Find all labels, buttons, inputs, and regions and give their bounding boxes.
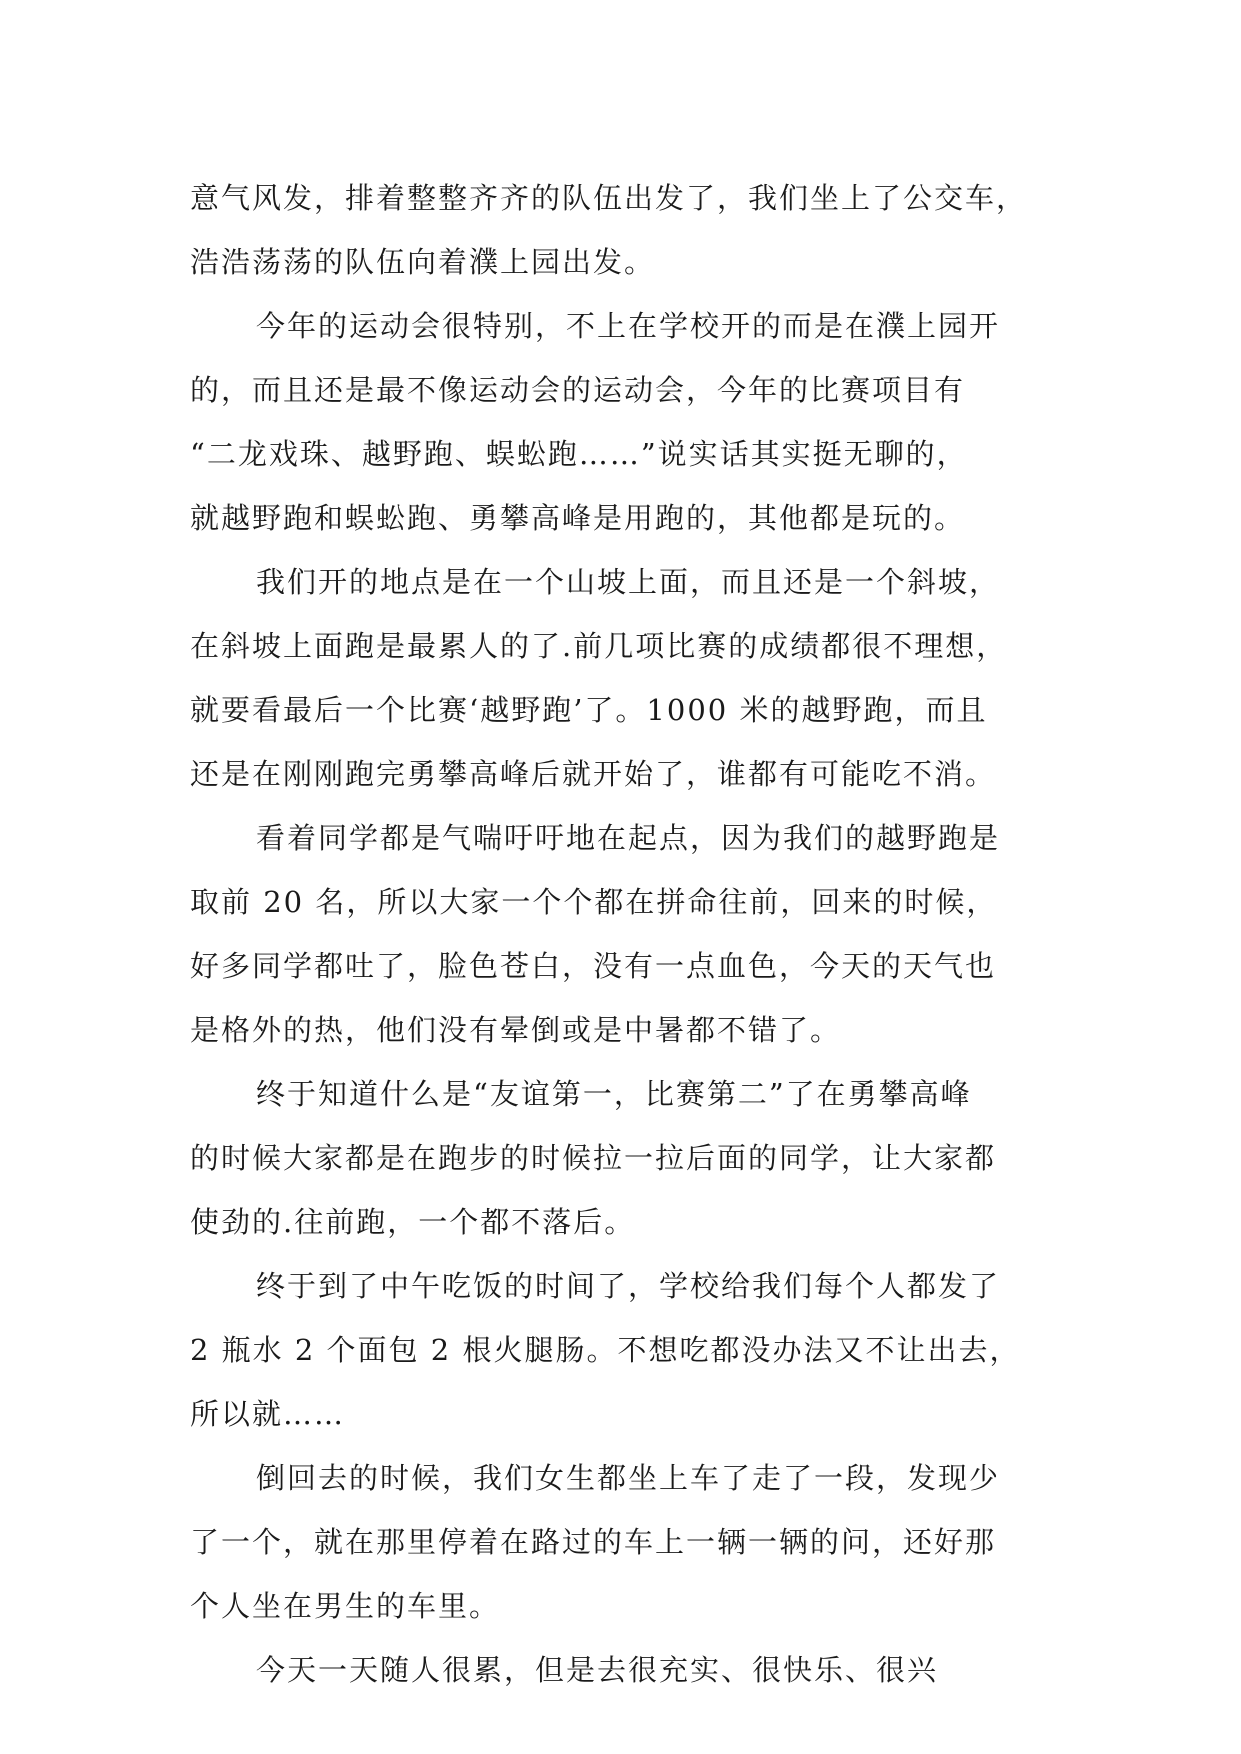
text-line: 个人坐在男生的车里。	[190, 1589, 501, 1623]
paragraph-start-line: 倒回去的时候，我们女生都坐上车了走了一段，发现少	[256, 1461, 1001, 1495]
text-line: 的，而且还是最不像运动会的运动会，今年的比赛项目有	[190, 373, 966, 407]
paragraph-start-line: 终于知道什么是“友谊第一，比赛第二”了在勇攀高峰	[256, 1077, 972, 1111]
paragraph-start-line: 我们开的地点是在一个山坡上面，而且还是一个斜坡，	[256, 565, 1001, 599]
essay-body	[190, 166, 1070, 1702]
text-line: 取前 20 名，所以大家一个个都在拼命往前，回来的时候，	[190, 885, 998, 919]
text-line: 所以就……	[190, 1397, 346, 1431]
paragraph-start-line: 今年的运动会很特别，不上在学校开的而是在濮上园开	[256, 309, 1001, 343]
text-line: 使劲的.往前跑，一个都不落后。	[190, 1205, 636, 1239]
text-line: 的时候大家都是在跑步的时候拉一拉后面的同学，让大家都	[190, 1141, 997, 1175]
text-line: 还是在刚刚跑完勇攀高峰后就开始了，谁都有可能吃不消。	[190, 757, 997, 791]
text-line: “二龙戏珠、越野跑、蜈蚣跑……”说实话其实挺无聊的，	[190, 437, 968, 471]
text-line: 浩浩荡荡的队伍向着濮上园出发。	[190, 245, 656, 279]
text-line: 了一个，就在那里停着在路过的车上一辆一辆的问，还好那	[190, 1525, 997, 1559]
paragraph-start-line: 终于到了中午吃饭的时间了，学校给我们每个人都发了	[256, 1269, 1001, 1303]
text-line: 就越野跑和蜈蚣跑、勇攀高峰是用跑的，其他都是玩的。	[190, 501, 966, 535]
paragraph-start-line: 今天一天随人很累，但是去很充实、很快乐、很兴	[256, 1653, 939, 1687]
text-line: 意气风发，排着整整齐齐的队伍出发了，我们坐上了公交车，	[190, 181, 1028, 215]
text-line: 在斜坡上面跑是最累人的了.前几项比赛的成绩都很不理想，	[190, 629, 1008, 663]
text-line: 好多同学都吐了，脸色苍白，没有一点血色，今天的天气也	[190, 949, 997, 983]
text-line: 是格外的热，他们没有晕倒或是中暑都不错了。	[190, 1013, 842, 1047]
text-line: 2 瓶水 2 个面包 2 根火腿肠。不想吃都没办法又不让出去，	[190, 1333, 1021, 1367]
paragraph-start-line: 看着同学都是气喘吁吁地在起点，因为我们的越野跑是	[256, 821, 1001, 855]
text-line: 就要看最后一个比赛‘越野跑’了。1000 米的越野跑，而且	[190, 693, 988, 727]
